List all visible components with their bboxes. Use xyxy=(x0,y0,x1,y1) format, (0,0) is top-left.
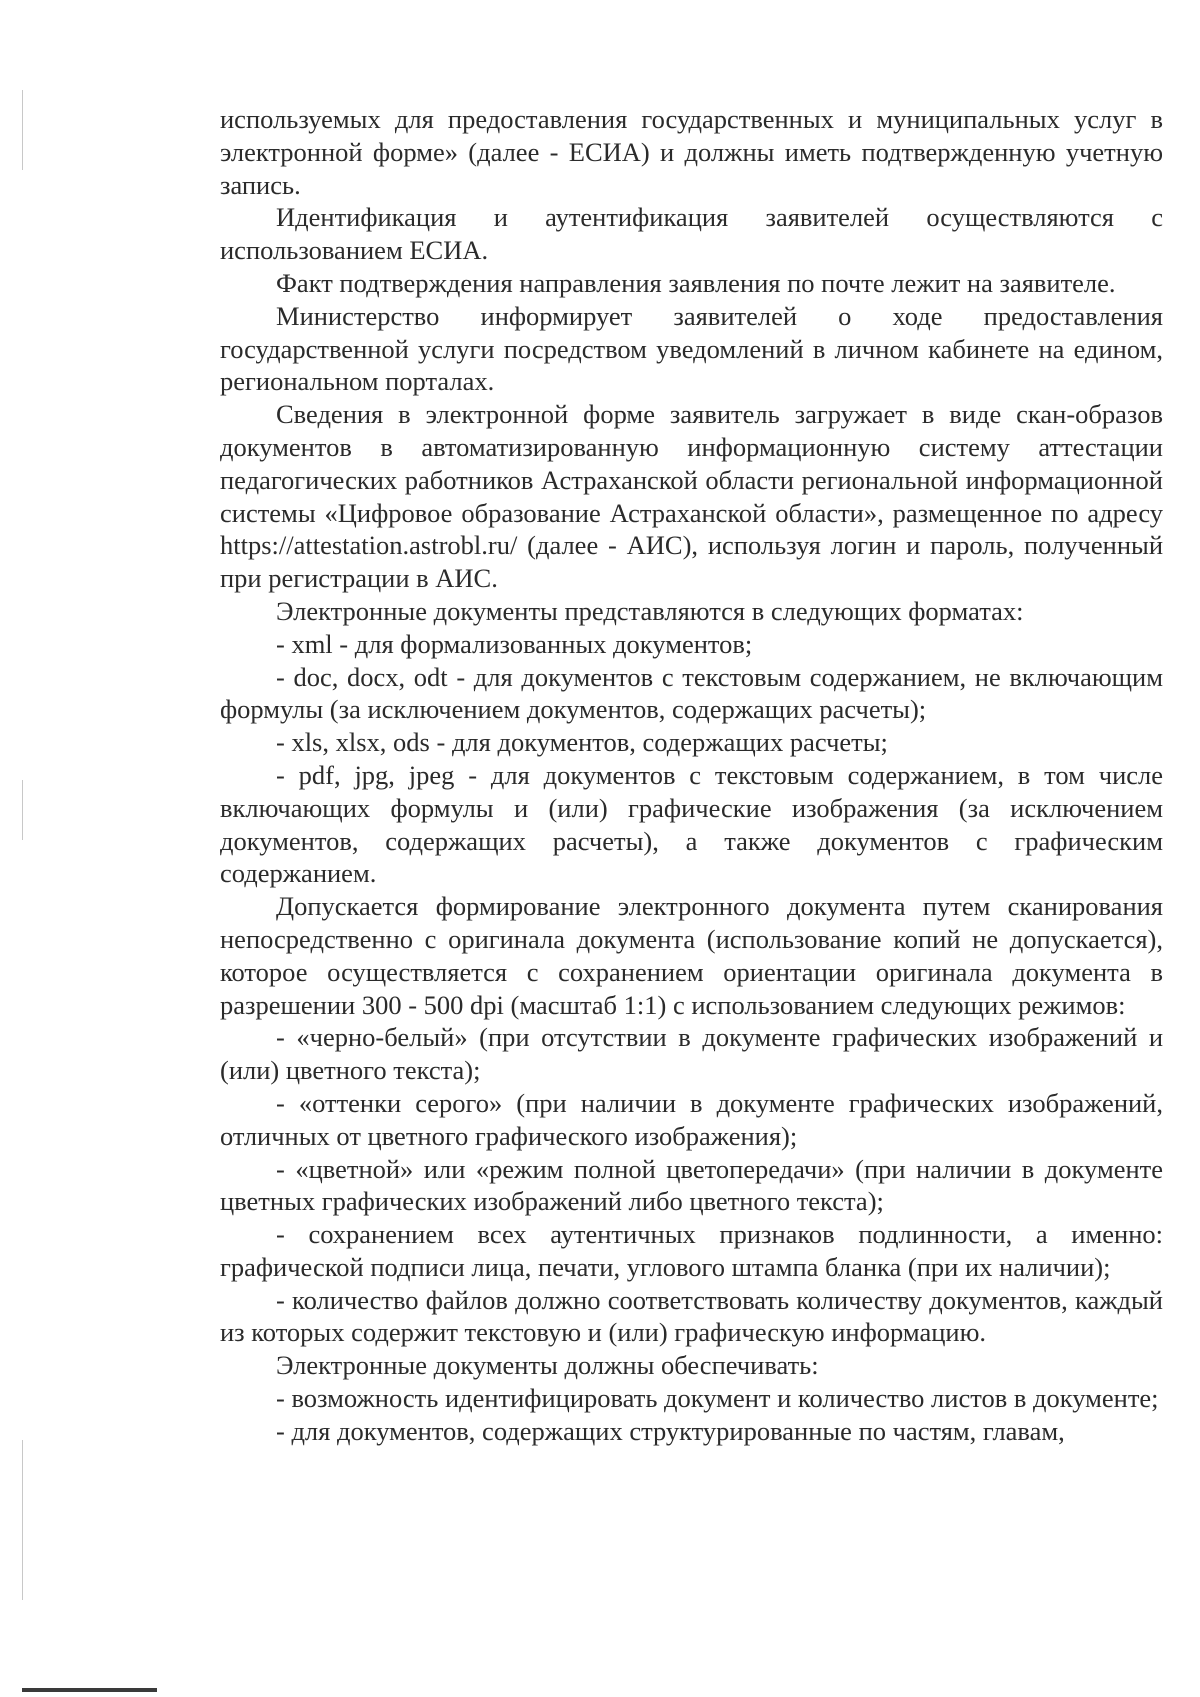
list-item: - сохранением всех аутентичных признаков подлинности, а именно: графической подписи лица, печати, углового штампа бланка (при их наличии); xyxy=(220,1219,1163,1282)
scan-edge-mark xyxy=(22,1440,23,1600)
list-item: - doc, docx, odt - для документов с текстовым содержанием, не включающим формулы (за исключением документов, содержащих расчеты); xyxy=(220,661,1163,725)
scan-edge-mark xyxy=(22,780,23,840)
paragraph: Электронные документы представляются в следующих форматах: xyxy=(276,595,1024,626)
paragraph: Идентификация и аутентификация заявителей осуществляются с использованием ЕСИА. xyxy=(220,202,1163,266)
footer-rule xyxy=(22,1688,157,1692)
list-item: - «цветной» или «режим полной цветопередачи» (при наличии в документе цветных графических изображений либо цветного текста); xyxy=(220,1153,1163,1217)
paragraph: Допускается формирование электронного документа путем сканирования непосредственно с оригинала документа (использование копий не допускается), которое осуществляется с сохранением ориентации оригинала документа в разрешении 300 - 500 dpi (масштаб 1:1) с использованием следующих режимов: xyxy=(220,891,1163,1020)
paragraph: Министерство информирует заявителей о ходе предоставления государственной услуги посредством уведомлений в личном кабинете на едином, региональном порталах. xyxy=(220,300,1163,397)
list-item: - возможность идентифицировать документ и количество листов в документе; xyxy=(276,1383,1159,1414)
list-item: - pdf, jpg, jpeg - для документов с текстовым содержанием, в том числе включающих формулы и (или) графические изображения (за исключением документов, содержащих расчеты), а также документов с графическим содержанием. xyxy=(220,759,1163,889)
paragraph: Факт подтверждения направления заявления по почте лежит на заявителе. xyxy=(276,267,1116,298)
list-item: - количество файлов должно соответствовать количеству документов, каждый из которых содержит текстовую и (или) графическую информацию. xyxy=(220,1284,1163,1348)
list-item: - xls, xlsx, ods - для документов, содержащих расчеты; xyxy=(276,727,888,758)
paragraph: используемых для предоставления государственных и муниципальных услуг в электронной форме» (далее - ЕСИА) и должны иметь подтвержденную учетную запись. xyxy=(220,104,1163,200)
list-item: - «черно-белый» (при отсутствии в документе графических изображений и (или) цветного текста); xyxy=(220,1022,1163,1086)
paragraph: Сведения в электронной форме заявитель загружает в виде скан-образов документов в автоматизированную информационную систему аттестации педагогических работников Астраханской области региональной информационной системы «Цифровое образование Астраханской области», размещенное по адресу https://attestation.astrobl.ru/ (далее - АИС), используя логин и пароль, полученный при регистрации в АИС. xyxy=(220,399,1163,594)
document-body xyxy=(220,103,1163,1448)
list-item: - xml - для формализованных документов; xyxy=(276,628,753,659)
list-item: - «оттенки серого» (при наличии в документе графических изображений, отличных от цветного графического изображения); xyxy=(220,1087,1163,1151)
scan-edge-mark xyxy=(22,90,23,170)
paragraph: Электронные документы должны обеспечивать: xyxy=(276,1350,819,1381)
list-item: - для документов, содержащих структурированные по частям, главам, xyxy=(276,1415,1065,1446)
